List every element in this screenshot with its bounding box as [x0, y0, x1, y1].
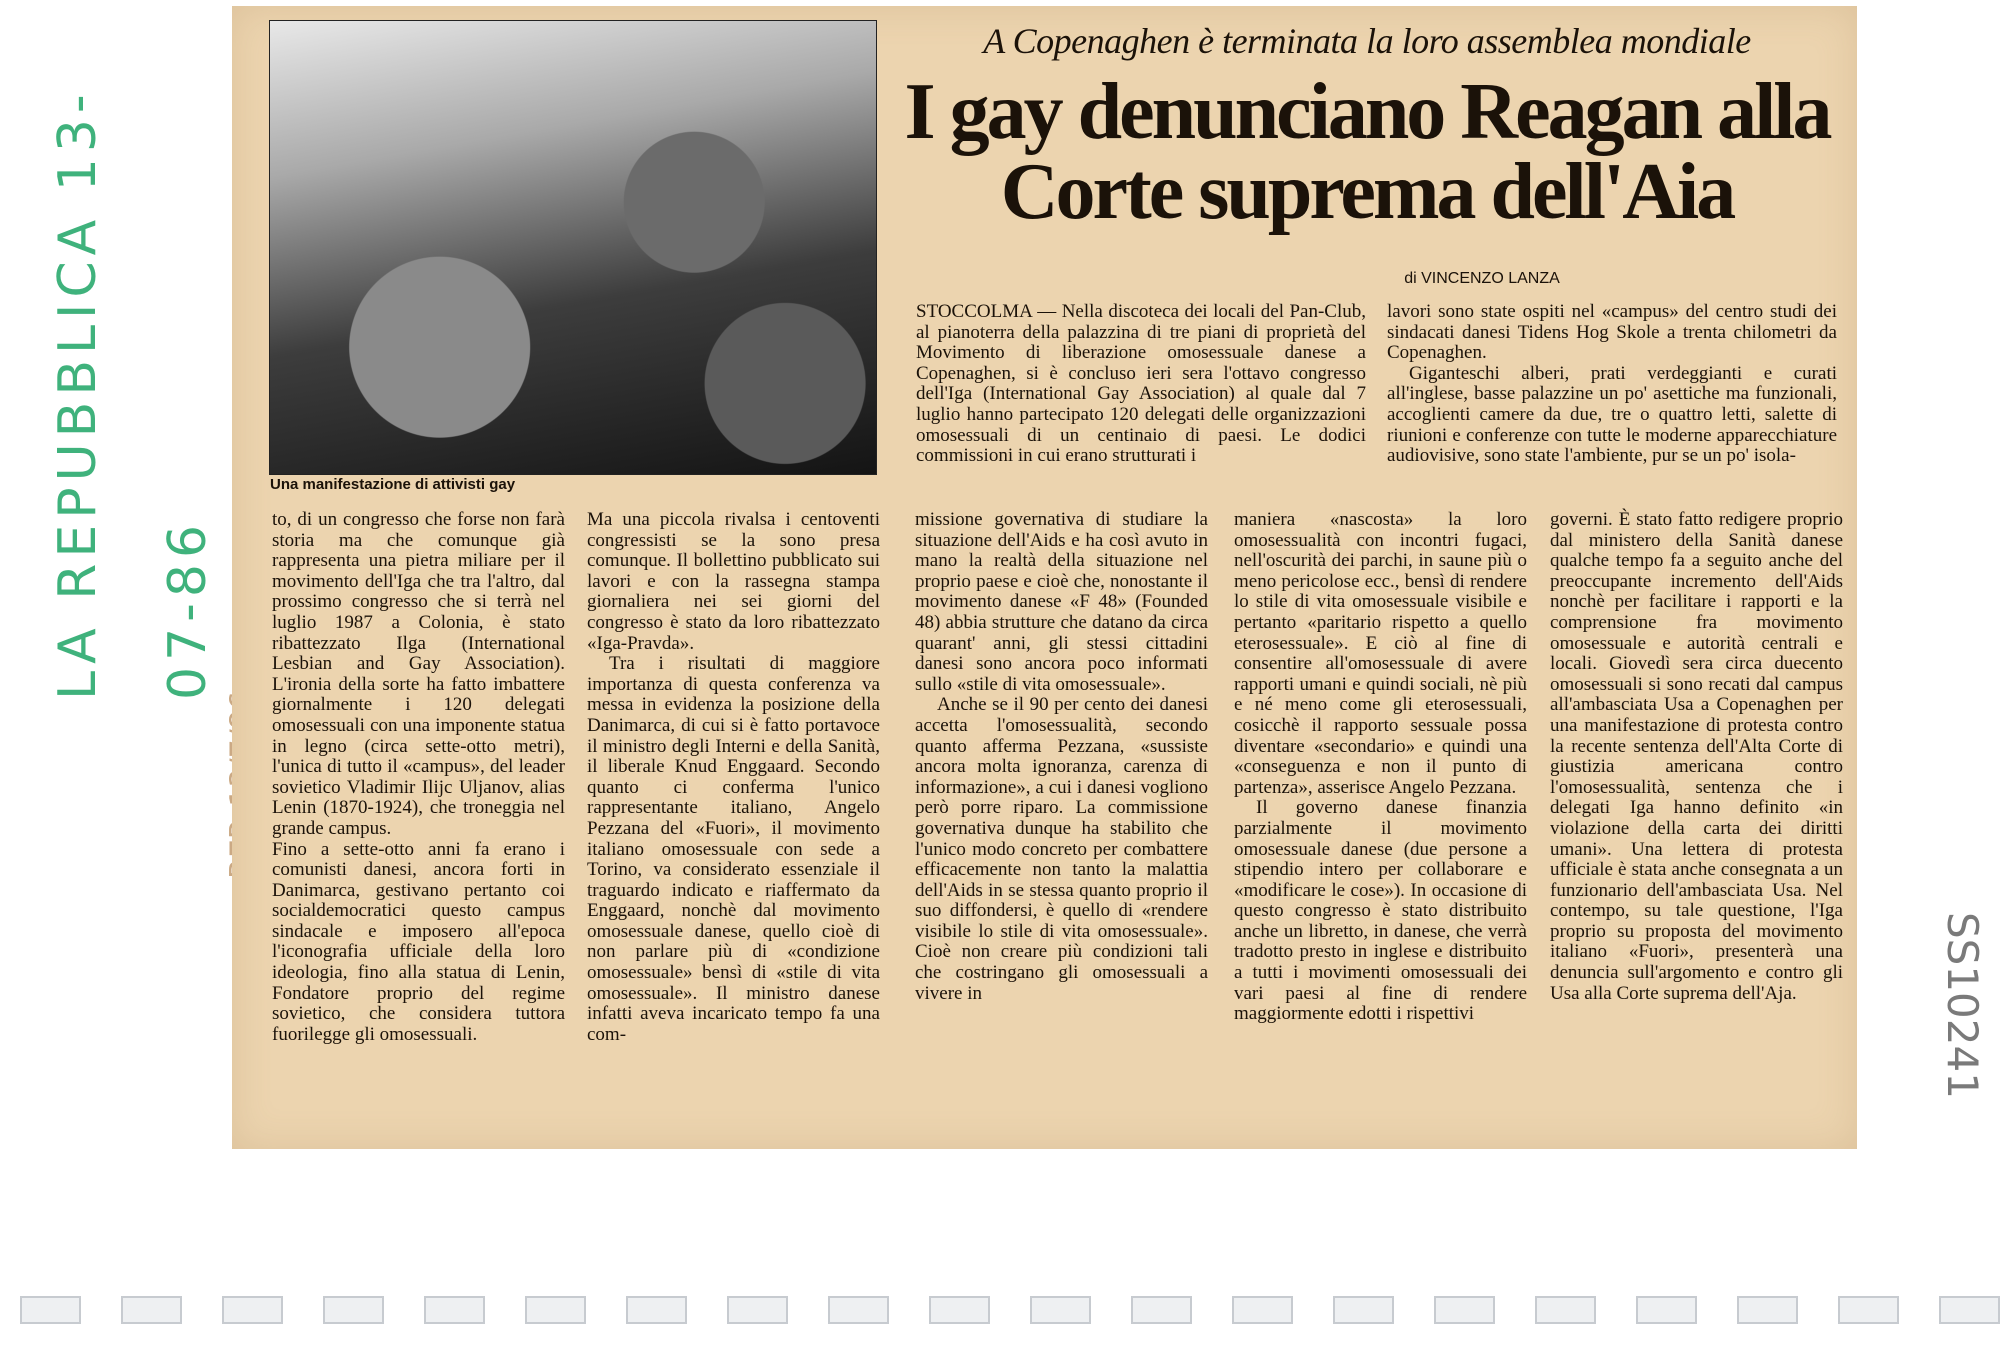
- article-title: I gay denunciano Reagan alla Corte suprema dell'Aia: [904, 68, 1830, 236]
- strip-segment: [1838, 1296, 1899, 1324]
- strip-segment: [929, 1296, 990, 1324]
- strip-segment: [222, 1296, 283, 1324]
- article-column-5: [1550, 510, 1843, 1004]
- paragraph: Ma una piccola rivalsa i centoventi congressisti se la sono presa comunque. Il bollettino pubblicato sui lavori e con la rassegna stampa giornaliera nei sei giorni del congresso è stato da loro ribattezzato «Iga-Pravda».: [587, 509, 880, 654]
- paragraph: lavori sono state ospiti nel «campus» del centro studi dei sindacati danesi Tidens Hog Skole a trenta chilometri da Copenaghen.: [1387, 301, 1837, 364]
- strip-segment: [1434, 1296, 1495, 1324]
- strip-segment: [727, 1296, 788, 1324]
- paragraph: Il governo danese finanzia parzialmente il movimento omosessuale danese (due persone a stipendio intero per collaborare e «modificare le cose»). In occasione di questo congresso è stato distribuito anche un libretto, in danese, che verrà tradotto presto in inglese e distribuito a tutti i movimenti omosessuali dei vari paesi al fine di rendere maggiormente edotti i rispettivi: [1234, 797, 1527, 1025]
- strip-segment: [1636, 1296, 1697, 1324]
- strip-segment: [525, 1296, 586, 1324]
- paragraph: STOCCOLMA — Nella discoteca dei locali del Pan-Club, al pianoterra della palazzina di tre piani di proprietà del Movimento di liberazione omosessuale danese a Copenaghen, si è concluso ieri sera l'ottavo congresso dell'Iga (International Gay Association) al quale dal 7 luglio hanno partecipato 120 delegati delle organizzazioni omosessuali di un centinaio di paesi. Le dodici commissioni in cui erano strutturati i: [916, 301, 1366, 467]
- paragraph: to, di un congresso che forse non farà storia ma che comunque già rappresenta una pietra miliare per il movimento dell'Iga che tra l'altro, dal prossimo congresso che si terrà nel luglio 1987 a Colonia, è stato ribattezzato Ilga (International Lesbian and Gay Association). L'ironia della sorte ha fatto imbattere giornalmente i 120 delegati omosessuali con una imponente statua in legno (circa sette-otto metri), l'unica di tutto il «campus», del leader sovietico Vladimir Ilijc Uljanov, alias Lenin (1870-1924), che troneggia nel grande campus.: [272, 509, 565, 839]
- article-photo: [269, 20, 877, 475]
- article-kicker: A Copenaghen è terminata la loro assemblea mondiale: [983, 21, 1751, 61]
- article-byline: di VINCENZO LANZA: [1404, 270, 1560, 287]
- article-column-2: [587, 510, 880, 1045]
- article-column-3: [915, 510, 1208, 1004]
- newspaper-clipping: [232, 6, 1857, 1149]
- handwritten-source-date: LA REPUBBLICA 13-07-86: [48, 88, 218, 700]
- article-column-4: [1234, 510, 1527, 1025]
- strip-segment: [424, 1296, 485, 1324]
- article-column-top-1: [916, 302, 1366, 467]
- strip-segment: [323, 1296, 384, 1324]
- photo-caption: Una manifestazione di attivisti gay: [270, 476, 516, 493]
- strip-segment: [1737, 1296, 1798, 1324]
- scanner-edge-strip: [0, 1296, 2000, 1336]
- article-column-top-2: [1387, 302, 1837, 467]
- article-column-1: [272, 510, 565, 1045]
- strip-segment: [1030, 1296, 1091, 1324]
- paragraph: governi. È stato fatto redigere proprio dal ministero della Sanità danese qualche tempo fa a seguito anche del preoccupante incremento dell'Aids nonchè per facilitare i rapporti e la comprensione fra movimento omosessuale e autorità centrali e locali. Giovedì sera circa duecento omosessuali si sono recati dal campus all'ambasciata Usa a Copenaghen per una manifestazione di protesta contro la recente sentenza dell'Alta Corte di giustizia americana contro l'omosessualità, sentenza che i delegati Iga hanno definito «in violazione della carta dei diritti umani». Una lettera di protesta ufficiale è stata anche consegnata a un funzionario dell'ambasciata Usa. Nel contempo, su tale questione, l'Iga proprio su proposta del movimento italiano «Fuori», presenterà una denuncia sull'argomento e contro gli Usa alla Corte suprema dell'Aja.: [1550, 509, 1843, 1004]
- strip-segment: [626, 1296, 687, 1324]
- strip-segment: [1535, 1296, 1596, 1324]
- archive-code: SS10241: [1938, 911, 1987, 1099]
- strip-segment: [1939, 1296, 2000, 1324]
- strip-segment: [1232, 1296, 1293, 1324]
- strip-segment: [1131, 1296, 1192, 1324]
- strip-segment: [828, 1296, 889, 1324]
- paragraph: Fino a sette-otto anni fa erano i comunisti danesi, ancora forti in Danimarca, gestivano pertanto coi socialdemocratici questo campus sindacale e imposero all'epoca l'iconografia ufficiale della loro ideologia, fino alla statua di Lenin, Fondatore proprio del regime sovietico, che considera tuttora fuorilegge gli omosessuali.: [272, 838, 565, 1045]
- paragraph: maniera «nascosta» la loro omosessualità con incontri fugaci, nell'oscurità dei parchi, in saune più o meno pericolose ecc., bensì di rendere lo stile di vita omosessuale visibile e pertanto «paritario rispetto a quello eterosessuale». E ciò al fine di consentire all'omosessuale di avere rapporti umani e quindi sociali, nè più e né meno come gli eterosessuali, cosicchè il rapporto sessuale possa diventare «secondario» e quindi una «conseguenza e non il punto di partenza», asserisce Angelo Pezzana.: [1234, 509, 1527, 798]
- strip-segment: [1333, 1296, 1394, 1324]
- strip-segment: [121, 1296, 182, 1324]
- paragraph: Giganteschi alberi, prati verdeggianti e curati all'inglese, basse palazzine un po' asettiche ma funzionali, accoglienti camere da due, tre o quattro letti, salette di riunioni e conferenze con tutte le moderne apparecchiature audiovisive, sono state l'ambiente, pur se un po' isola-: [1387, 362, 1837, 467]
- paragraph: Tra i risultati di maggiore importanza di questa conferenza va messa in evidenza la posizione della Danimarca, di cui si è fatto portavoce il ministro degli Interni e della Sanità, il liberale Knud Enggaard. Secondo quanto ci conferma l'unico rappresentante italiano, Angelo Pezzana del «Fuori», il movimento italiano omosessuale con sede a Torino, va considerato essenziale il traguardo indicato e riaffermato da Enggaard, nonchè dal movimento omosessuale danese, quello cioè di non parlare più di «condizione omosessuale» bensì di «stile di vita omosessuale». Il ministro danese infatti aveva incaricato tempo fa una com-: [587, 653, 880, 1045]
- paragraph: missione governativa di studiare la situazione dell'Aids e ha così avuto in mano la realtà della situazione nel proprio paese e cioè che, nonostante il movimento danese «F 48» (Founded 48) abbia strutture che datano da circa quarant' anni, gli stessi cittadini danesi sono ancora poco informati sullo «stile di vita omosessuale».: [915, 509, 1208, 695]
- paragraph: Anche se il 90 per cento dei danesi accetta l'omosessualità, secondo quanto afferma Pezzana, «sussiste ancora molta ignoranza, carenza di informazione», a cui i danesi vogliono però porre riparo. La commissione governativa dunque ha stabilito che l'unico modo concreto per combattere efficacemente non tanto la malattia dell'Aids in se stessa quanto proprio il suo diffondersi, è quello di «rendere visibile lo stile di vita omosessuale». Cioè non creare più condizioni tali che costringano gli omosessuali a vivere in: [915, 694, 1208, 1004]
- strip-segment: [20, 1296, 81, 1324]
